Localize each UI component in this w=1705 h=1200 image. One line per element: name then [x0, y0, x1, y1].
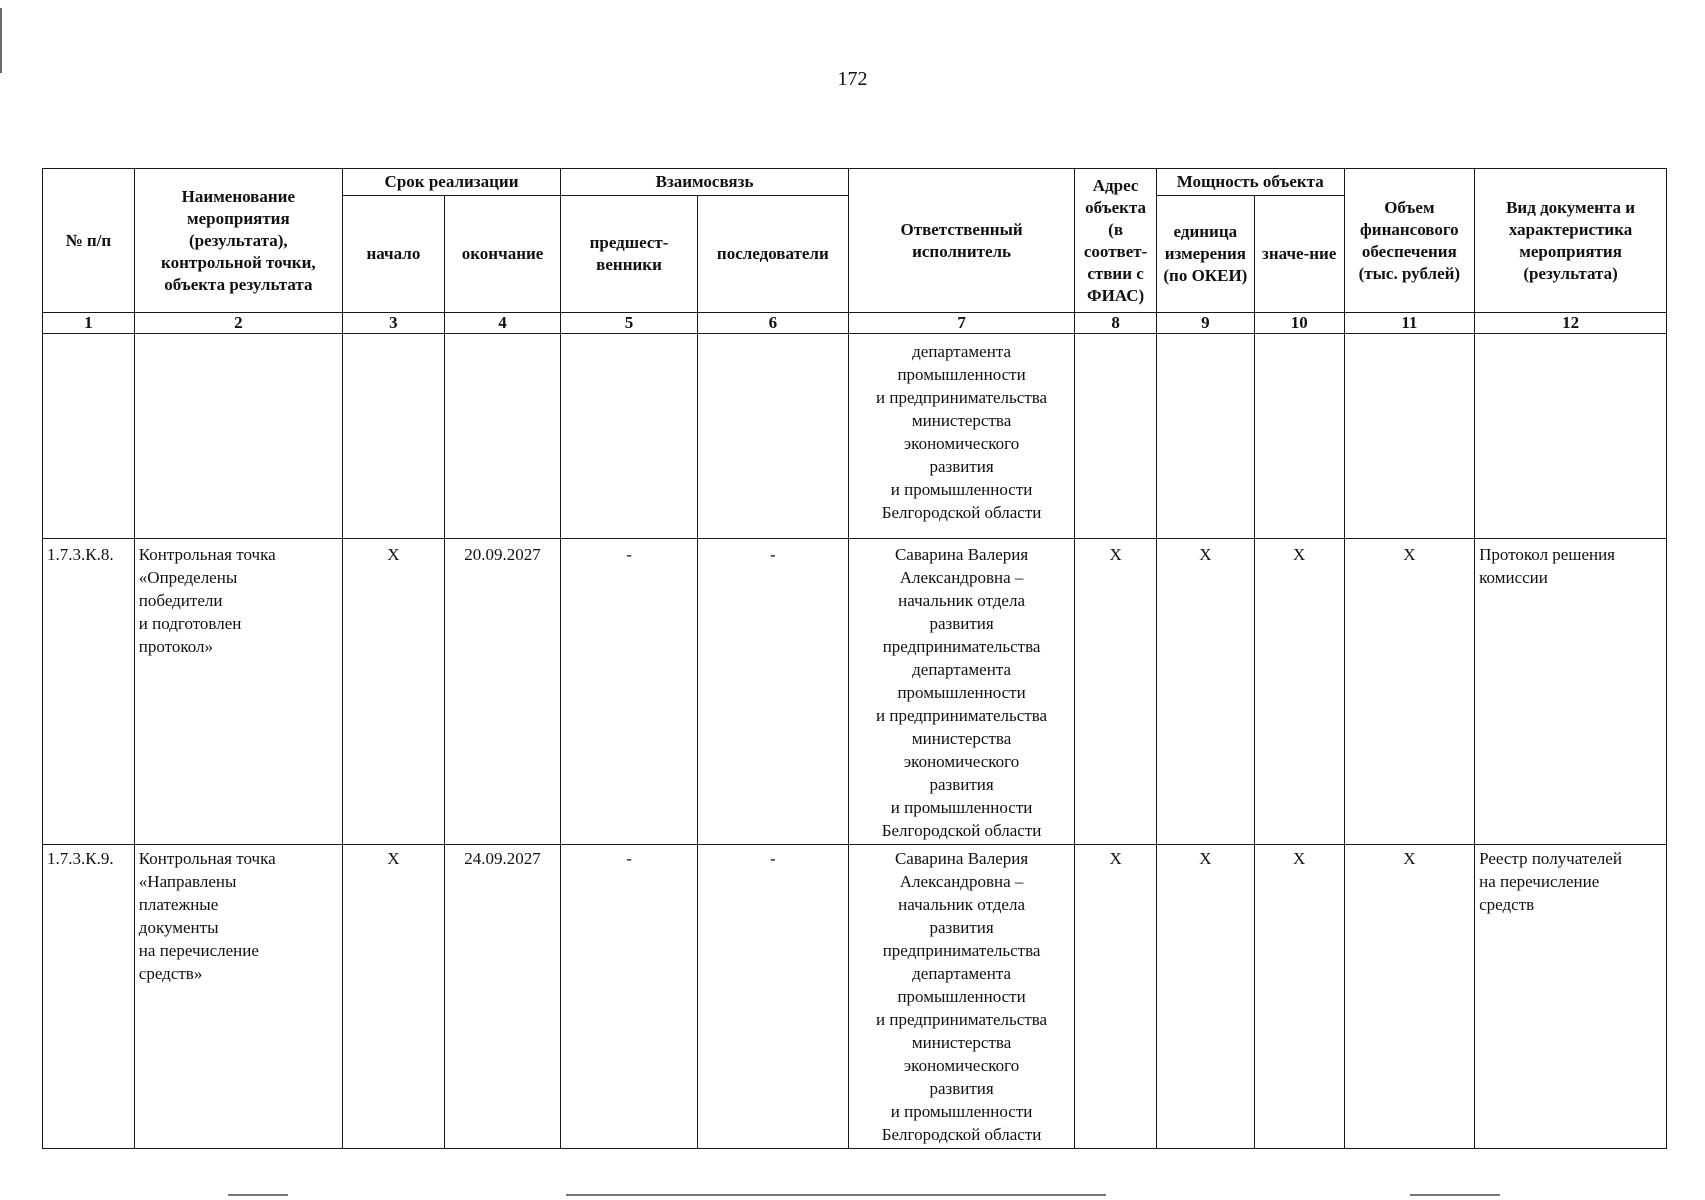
- name-line: Контрольная точка: [138, 545, 276, 564]
- cell-num: [43, 334, 135, 539]
- header-link-group: Взаимосвязь: [561, 169, 849, 196]
- executor-line: экономического: [903, 752, 1020, 771]
- cell-predecessors: -: [561, 845, 698, 1149]
- cell-unit: [1156, 334, 1254, 539]
- executor-line: предпринимательства: [882, 941, 1041, 960]
- header-name: Наименование мероприятия (результата), контрольной точки, объекта результата: [134, 169, 342, 313]
- doc-line: на перечисление: [1479, 872, 1600, 891]
- name-line: победители: [138, 591, 223, 610]
- name-line: документы: [138, 918, 219, 937]
- column-number: 5: [561, 313, 698, 334]
- column-number: 6: [697, 313, 848, 334]
- executor-line: развития: [929, 457, 994, 476]
- name-line: средств»: [138, 964, 203, 983]
- header-predecessors: предшест-венники: [561, 196, 698, 313]
- column-number: 4: [444, 313, 560, 334]
- executor-line: Белгородской области: [881, 503, 1042, 522]
- name-line: на перечисление: [138, 941, 259, 960]
- executor-line: и промышленности: [890, 1102, 1033, 1121]
- cell-unit: X: [1156, 845, 1254, 1149]
- table-row: [43, 845, 1667, 1149]
- cell-successors: -: [697, 539, 848, 845]
- plan-table: [42, 168, 1667, 1149]
- executor-line: экономического: [903, 1056, 1020, 1075]
- doc-line: Протокол решения: [1479, 545, 1615, 564]
- column-number: 1: [43, 313, 135, 334]
- cell-name: [134, 539, 342, 845]
- header-num: № п/п: [43, 169, 135, 313]
- executor-line: министерства: [911, 729, 1012, 748]
- cell-end: [444, 334, 560, 539]
- executor-line: и предпринимательства: [876, 1010, 1048, 1029]
- cell-address: [1075, 334, 1157, 539]
- scan-edge-line: [566, 1194, 1106, 1196]
- column-number: 12: [1475, 313, 1667, 334]
- cell-unit: X: [1156, 539, 1254, 845]
- executor-line: министерства: [911, 411, 1012, 430]
- header-address: Адрес объекта (в соответ-ствии с ФИАС): [1075, 169, 1157, 313]
- header-unit: единица измерения (по ОКЕИ): [1156, 196, 1254, 313]
- cell-num: 1.7.3.К.8.: [43, 539, 135, 845]
- executor-line: Саварина Валерия: [894, 849, 1029, 868]
- column-number-row: [43, 313, 1667, 334]
- cell-predecessors: -: [561, 539, 698, 845]
- left-margin-mark: [0, 8, 2, 73]
- executor-line: развития: [929, 1079, 994, 1098]
- cell-successors: -: [697, 845, 848, 1149]
- cell-name: [134, 845, 342, 1149]
- cell-successors: [697, 334, 848, 539]
- header-finance: Объем финансового обеспечения (тыс. рублей): [1344, 169, 1475, 313]
- scan-edge-line: [1410, 1194, 1500, 1196]
- doc-line: средств: [1479, 895, 1535, 914]
- header-value: значе-ние: [1254, 196, 1344, 313]
- table-row: [43, 539, 1667, 845]
- executor-line: и предпринимательства: [876, 388, 1048, 407]
- cell-address: X: [1075, 845, 1157, 1149]
- column-number: 11: [1344, 313, 1475, 334]
- executor-line: развития: [929, 775, 994, 794]
- column-number: 7: [848, 313, 1074, 334]
- doc-line: комиссии: [1479, 568, 1548, 587]
- page-number: 172: [837, 68, 868, 90]
- name-line: Контрольная точка: [138, 849, 276, 868]
- cell-value: X: [1254, 845, 1344, 1149]
- column-number: 3: [342, 313, 444, 334]
- executor-line: развития: [929, 614, 994, 633]
- header-row-top: [43, 169, 1667, 196]
- cell-executor: [848, 539, 1074, 845]
- name-line: и подготовлен: [138, 614, 242, 633]
- column-number: 10: [1254, 313, 1344, 334]
- cell-address: X: [1075, 539, 1157, 845]
- cell-executor: [848, 845, 1074, 1149]
- cell-value: X: [1254, 539, 1344, 845]
- cell-predecessors: [561, 334, 698, 539]
- executor-line: развития: [929, 918, 994, 937]
- executor-line: департамента: [912, 964, 1012, 983]
- column-number: 2: [134, 313, 342, 334]
- executor-line: промышленности: [897, 987, 1026, 1006]
- cell-finance: X: [1344, 539, 1475, 845]
- executor-line: и промышленности: [890, 798, 1033, 817]
- header-doc-type: Вид документа и характеристика мероприятия (результата): [1475, 169, 1667, 313]
- name-line: «Определены: [138, 568, 238, 587]
- cell-start: [342, 334, 444, 539]
- cell-end: 24.09.2027: [444, 845, 560, 1149]
- header-executor: Ответственный исполнитель: [848, 169, 1074, 313]
- name-line: протокол»: [138, 637, 214, 656]
- executor-line: экономического: [903, 434, 1020, 453]
- executor-line: Александровна –: [899, 872, 1024, 891]
- header-end: окончание: [444, 196, 560, 313]
- executor-line: Белгородской области: [881, 1125, 1042, 1144]
- name-line: платежные: [138, 895, 219, 914]
- executor-line: предпринимательства: [882, 637, 1041, 656]
- header-start: начало: [342, 196, 444, 313]
- cell-start: X: [342, 539, 444, 845]
- cell-executor: [848, 334, 1074, 539]
- cell-start: X: [342, 845, 444, 1149]
- executor-line: и предпринимательства: [876, 706, 1048, 725]
- header-capacity-group: Мощность объекта: [1156, 169, 1344, 196]
- cell-doc: [1475, 539, 1667, 845]
- executor-line: промышленности: [897, 683, 1026, 702]
- header-successors: последователи: [697, 196, 848, 313]
- executor-line: и промышленности: [890, 480, 1033, 499]
- column-number: 9: [1156, 313, 1254, 334]
- executor-line: Александровна –: [899, 568, 1024, 587]
- executor-line: Саварина Валерия: [894, 545, 1029, 564]
- executor-line: начальник отдела: [898, 895, 1025, 914]
- cell-name: [134, 334, 342, 539]
- cell-finance: [1344, 334, 1475, 539]
- cell-num: 1.7.3.К.9.: [43, 845, 135, 1149]
- name-line: «Направлены: [138, 872, 237, 891]
- header-term-group: Срок реализации: [342, 169, 560, 196]
- executor-line: департамента: [912, 342, 1012, 361]
- executor-line: Белгородской области: [881, 821, 1042, 840]
- executor-line: промышленности: [897, 365, 1026, 384]
- executor-line: начальник отдела: [898, 591, 1025, 610]
- cell-finance: X: [1344, 845, 1475, 1149]
- doc-line: Реестр получателей: [1479, 849, 1622, 868]
- executor-line: министерства: [911, 1033, 1012, 1052]
- executor-line: департамента: [912, 660, 1012, 679]
- cell-value: [1254, 334, 1344, 539]
- scan-edge-line: [228, 1194, 288, 1196]
- cell-doc: [1475, 334, 1667, 539]
- cell-doc: [1475, 845, 1667, 1149]
- cell-end: 20.09.2027: [444, 539, 560, 845]
- table-row: [43, 334, 1667, 539]
- column-number: 8: [1075, 313, 1157, 334]
